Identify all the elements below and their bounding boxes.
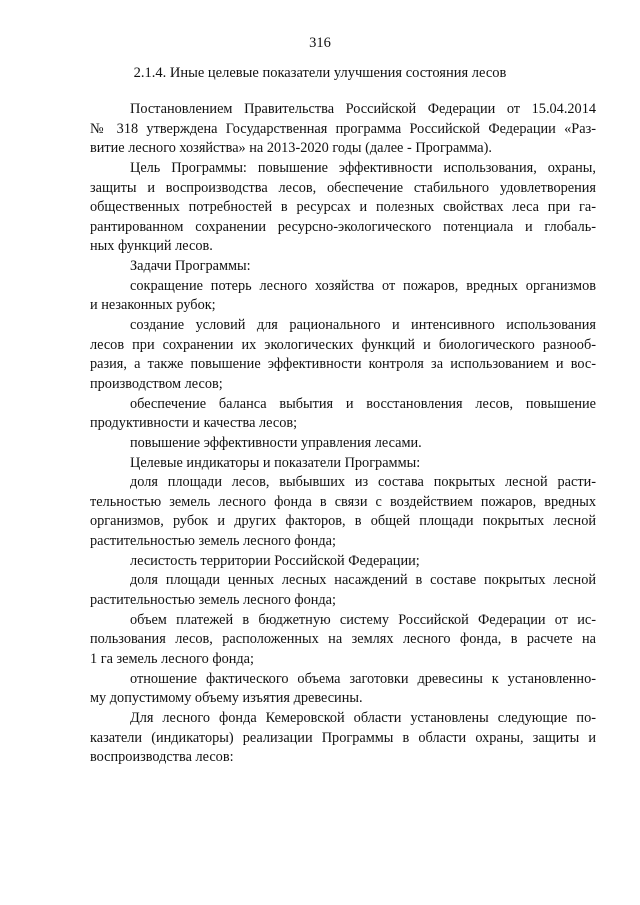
text-line: ных функций лесов. — [90, 238, 213, 255]
text-line: производством лесов; — [90, 375, 223, 392]
text-line: 1 га земель лесного фонда; — [90, 650, 254, 667]
text-line: лесов при сохранении их экологических функций и биологического разнооб- — [90, 336, 596, 353]
text-line: му допустимому объему изъятия древесины. — [90, 690, 363, 707]
text-line: сокращение потерь лесного хозяйства от пожаров, вредных организмов — [130, 277, 596, 294]
text-line: защиты и воспроизводства лесов, обеспечение стабильного удовлетворения — [90, 179, 596, 196]
text-line: лесистость территории Российской Федерации; — [130, 552, 420, 569]
text-line: повышение эффективности управления лесами. — [130, 434, 422, 451]
text-line: Целевые индикаторы и показатели Программы: — [130, 454, 421, 471]
text-line: общественных потребностей в ресурсах и полезных свойствах леса при га- — [90, 199, 596, 216]
text-line: пользования лесов, расположенных на землях лесного фонда, в расчете на — [90, 631, 596, 648]
text-line: разия, а также повышение эффективности контроля за использованием и вос- — [90, 356, 596, 373]
text-line: доля площади лесов, выбывших из состава покрытых лесной расти- — [130, 474, 596, 491]
text-line: тельностью земель лесного фонда в связи с воздействием пожаров, вредных — [90, 493, 596, 510]
text-line: рантированном сохранении ресурсно-экологического потенциала и глобаль- — [90, 218, 596, 235]
page-number: 316 — [309, 35, 331, 51]
text-line: Для лесного фонда Кемеровской области установлены следующие по- — [130, 709, 596, 726]
text-line: Постановлением Правительства Российской Федерации от 15.04.2014 — [130, 101, 596, 117]
text-line: растительностью земель лесного фонда; — [90, 533, 336, 550]
text-line: отношение фактического объема заготовки древесины к установленно- — [130, 670, 596, 687]
text-line: доля площади ценных лесных насаждений в составе покрытых лесной — [130, 572, 596, 589]
text-line: создание условий для рационального и интенсивного использования — [130, 317, 596, 334]
text-line: продуктивности и качества лесов; — [90, 415, 298, 432]
text-line: № 318 утверждена Государственная программа Российской Федерации «Раз- — [90, 120, 596, 137]
section-heading: 2.1.4. Иные целевые показатели улучшения состояния лесов — [133, 65, 507, 81]
text-line: организмов, рубок и других факторов, в общей площади покрытых лесной — [90, 513, 596, 530]
body-text — [90, 100, 596, 768]
text-line: объем платежей в бюджетную систему Российской Федерации от ис- — [130, 611, 596, 628]
text-line: Задачи Программы: — [130, 258, 251, 275]
text-line: Цель Программы: повышение эффективности использования, охраны, — [130, 159, 596, 176]
text-line: растительностью земель лесного фонда; — [90, 592, 336, 609]
text-line: витие лесного хозяйства» на 2013-2020 годы (далее - Программа). — [90, 140, 492, 157]
text-line: воспроизводства лесов: — [90, 749, 234, 766]
text-line: и незаконных рубок; — [90, 297, 216, 314]
text-line: обеспечение баланса выбытия и восстановления лесов, повышение — [130, 395, 596, 412]
text-line: казатели (индикаторы) реализации Программы в области охраны, защиты и — [90, 729, 596, 746]
